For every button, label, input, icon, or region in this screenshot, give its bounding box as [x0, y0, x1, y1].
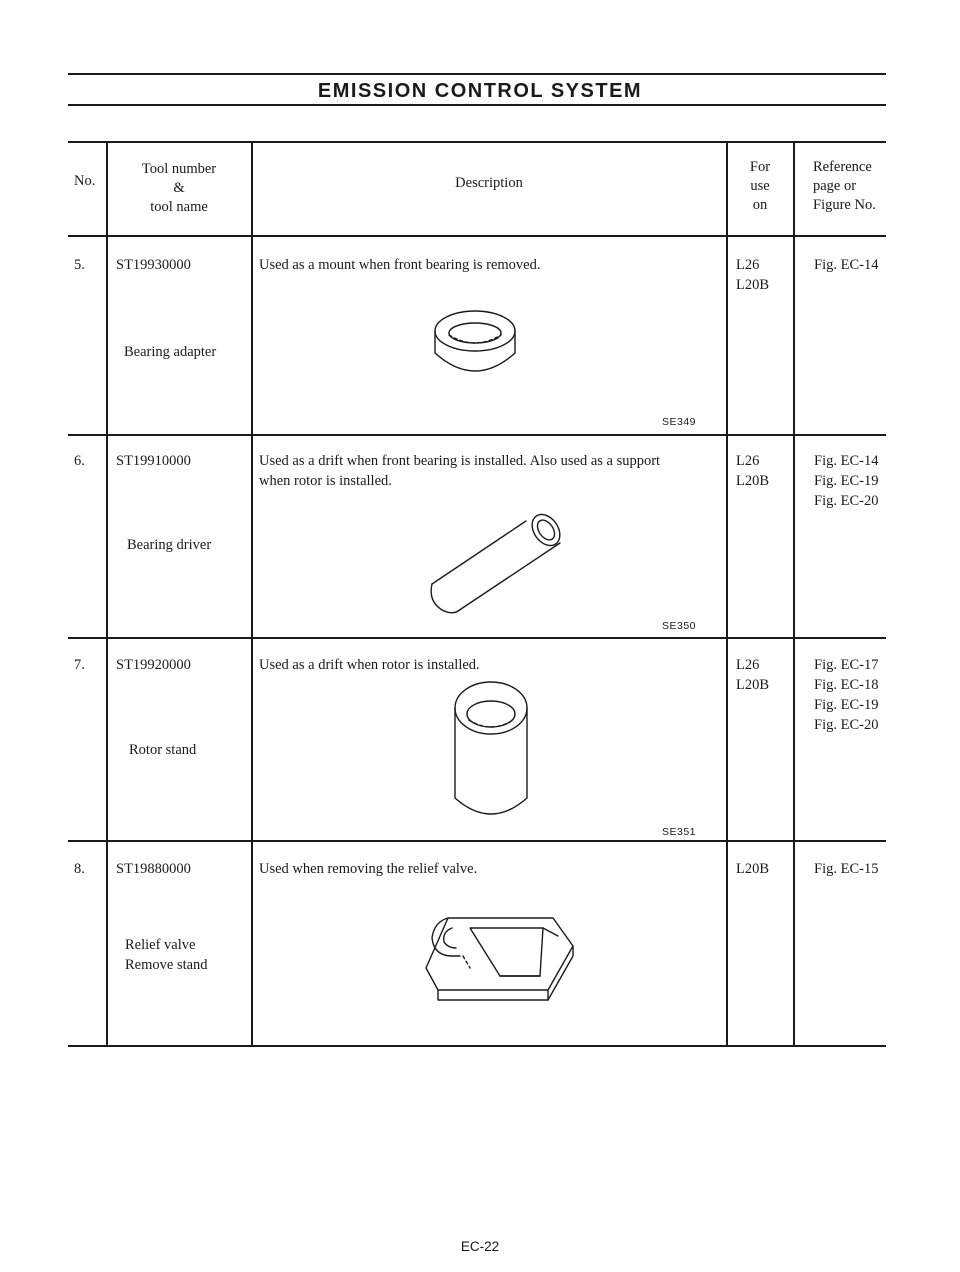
column-divider — [106, 141, 108, 1046]
row-separator — [68, 840, 886, 842]
tool-name-line2: Remove stand — [125, 957, 208, 973]
title-rule-bottom — [68, 104, 886, 106]
description — [259, 451, 660, 491]
header-separator — [68, 235, 886, 237]
reference-line1: Fig. EC-15 — [814, 861, 879, 877]
use-on — [736, 255, 769, 295]
tool-name: Rotor stand — [129, 742, 197, 758]
figure-code: SE349 — [662, 416, 697, 428]
tool-name — [125, 935, 208, 975]
description-line1: Used as a drift when front bearing is installed. Also used as a support — [259, 453, 661, 469]
bearing-driver-illustration — [420, 506, 570, 616]
bearing-adapter-illustration — [430, 305, 520, 385]
row-separator — [68, 637, 886, 639]
use-on-line1: L26 — [736, 257, 760, 273]
header-no: No. — [74, 173, 96, 189]
header-tool-line3: tool name — [150, 199, 208, 215]
description: Used as a mount when front bearing is removed. — [259, 257, 541, 273]
header-reference — [813, 158, 893, 215]
row-separator — [68, 434, 886, 436]
relief-valve-remove-stand-illustration — [408, 898, 578, 1013]
rotor-stand-illustration — [451, 678, 531, 828]
header-for-line2: use — [750, 178, 770, 194]
header-tool-line2: & — [173, 180, 185, 196]
column-divider — [251, 141, 253, 1046]
figure-code: SE351 — [662, 826, 697, 838]
reference-line1: Fig. EC-17 — [814, 657, 879, 673]
column-divider — [726, 141, 728, 1046]
row-number: 7. — [74, 657, 85, 673]
page-number: EC-22 — [460, 1239, 500, 1254]
header-ref-line3: Figure No. — [813, 197, 876, 213]
header-for-use-on — [727, 158, 793, 215]
description-line2: when rotor is installed. — [259, 473, 392, 489]
reference-line4: Fig. EC-20 — [814, 717, 879, 733]
title-rule-top — [68, 73, 886, 75]
tool-name: Bearing adapter — [124, 344, 217, 360]
tool-number: ST19880000 — [116, 861, 191, 877]
reference-line2: Fig. EC-18 — [814, 677, 879, 693]
tool-number: ST19930000 — [116, 257, 191, 273]
page-title: EMISSION CONTROL SYSTEM — [317, 80, 643, 102]
use-on-line2: L20B — [736, 677, 770, 693]
reference-line3: Fig. EC-19 — [814, 697, 879, 713]
column-divider — [793, 141, 795, 1046]
row-number: 5. — [74, 257, 85, 273]
reference-line3: Fig. EC-20 — [814, 493, 879, 509]
tool-name: Bearing driver — [127, 537, 212, 553]
reference — [814, 655, 878, 735]
description: Used as a drift when rotor is installed. — [259, 657, 480, 673]
header-ref-line1: Reference — [813, 159, 872, 175]
use-on — [736, 451, 769, 491]
table-bottom-border — [68, 1045, 886, 1047]
figure-code: SE350 — [662, 620, 697, 632]
header-tool — [107, 160, 251, 217]
use-on — [736, 655, 769, 695]
description: Used when removing the relief valve. — [259, 861, 478, 877]
reference — [814, 859, 878, 879]
tool-number: ST19920000 — [116, 657, 191, 673]
header-ref-line2: page or — [813, 178, 857, 194]
use-on-line2: L20B — [736, 473, 770, 489]
tool-name-line1: Relief valve — [125, 937, 196, 953]
tool-number: ST19910000 — [116, 453, 191, 469]
reference — [814, 255, 878, 275]
header-tool-line1: Tool number — [141, 161, 217, 177]
row-number: 6. — [74, 453, 85, 469]
reference — [814, 451, 878, 511]
use-on-line1: L26 — [736, 453, 760, 469]
table-top-border — [68, 141, 886, 143]
use-on-line1: L26 — [736, 657, 760, 673]
use-on-line1: L20B — [736, 861, 770, 877]
use-on — [736, 859, 769, 879]
reference-line2: Fig. EC-19 — [814, 473, 879, 489]
use-on-line2: L20B — [736, 277, 770, 293]
row-number: 8. — [74, 861, 85, 877]
header-for-line1: For — [749, 159, 771, 175]
reference-line1: Fig. EC-14 — [814, 257, 879, 273]
header-description: Description — [455, 175, 523, 191]
header-for-line3: on — [752, 197, 768, 213]
reference-line1: Fig. EC-14 — [814, 453, 879, 469]
